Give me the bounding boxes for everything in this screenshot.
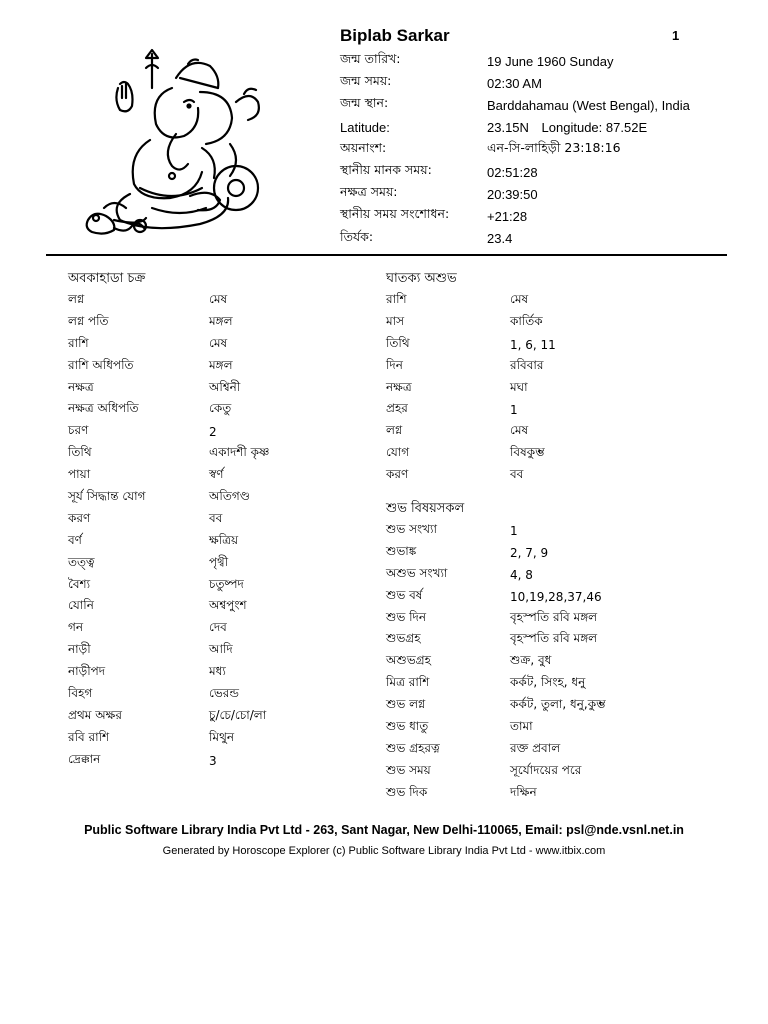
row-value: মেষ — [209, 291, 228, 306]
birth-label: জন্ম তারিখ: — [340, 51, 401, 67]
table-row — [386, 421, 716, 443]
shubha-rows — [386, 520, 716, 805]
table-row — [68, 378, 358, 400]
table-row — [68, 399, 358, 421]
table-row — [68, 596, 358, 618]
table-row — [68, 684, 358, 706]
row-value: বব — [510, 467, 524, 482]
row-value: স্বর্ণ — [209, 467, 224, 482]
birth-value: 02:51:28 — [487, 164, 538, 180]
table-row — [386, 651, 716, 673]
row-value: অতিগণ্ড — [209, 488, 250, 503]
row-label: করণ — [68, 510, 91, 525]
latitude-value: 23.15N — [487, 120, 529, 136]
row-label: শুভাঙ্ক — [386, 543, 417, 558]
table-row — [386, 608, 716, 630]
row-label: রাশি — [386, 291, 407, 306]
row-value: কার্তিক — [510, 313, 543, 328]
table-row — [68, 531, 358, 553]
table-row — [386, 695, 716, 717]
table-row — [68, 575, 358, 597]
table-row — [386, 564, 716, 586]
table-row — [386, 356, 716, 378]
table-row — [386, 783, 716, 805]
native-name: Biplab Sarkar — [340, 26, 450, 45]
row-value: বৃহস্পতি রবি মঙ্গল — [510, 609, 598, 624]
birth-label: তির্যক: — [340, 228, 374, 244]
birth-value: Barddahamau (West Bengal), India — [487, 97, 690, 113]
row-value: বব — [209, 510, 223, 525]
row-label: দ্রেক্কান — [68, 751, 101, 766]
row-value: কর্কট, তুলা, ধনু,কুম্ভ — [510, 697, 606, 712]
row-value: 1 — [510, 523, 518, 538]
longitude-label: Longitude: — [541, 120, 603, 136]
birth-details — [340, 50, 740, 250]
table-row — [68, 465, 358, 487]
birth-value: 19 June 1960 Sunday — [487, 53, 614, 69]
table-row — [386, 334, 716, 356]
row-label: অশুভ সংখ্যা — [386, 565, 448, 580]
birth-value: 23.4 — [487, 231, 513, 247]
birth-label: নক্ষত্র সময়: — [340, 184, 398, 200]
birth-row-time — [340, 72, 740, 94]
row-label: নক্ষত্র — [68, 379, 94, 394]
row-label: নাড়ীপদ — [68, 664, 106, 679]
table-row — [386, 717, 716, 739]
row-value: মিথুন — [209, 729, 235, 744]
birth-label: স্থানীয় সময় সংশোধন: — [340, 206, 450, 222]
row-label: বর্ণ — [68, 532, 82, 547]
row-label: গন — [68, 620, 84, 635]
table-row — [68, 662, 358, 684]
avakahada-section — [68, 268, 358, 772]
row-value: 4, 8 — [510, 567, 533, 582]
section-title: ঘাতক্য অশুভ — [386, 270, 457, 286]
row-value: কেতু — [209, 401, 232, 416]
row-value: 2, 7, 9 — [510, 545, 549, 560]
row-value: মঙ্গল — [209, 357, 233, 372]
row-label: অশুভগ্রহ — [386, 653, 431, 668]
birth-row-local-time — [340, 161, 740, 183]
birth-row-latitude — [340, 117, 740, 139]
row-value: বিষকুম্ভ — [510, 445, 545, 460]
longitude-value: 87.52E — [605, 120, 648, 136]
footer-credit: Generated by Horoscope Explorer (c) Public Software Library India Pvt Ltd - www.itbix.com — [162, 845, 606, 857]
page-number: 1 — [672, 28, 680, 43]
row-label: দিন — [386, 357, 403, 372]
row-label: তিথি — [68, 445, 92, 460]
table-row — [68, 421, 358, 443]
table-row — [386, 290, 716, 312]
table-row — [68, 290, 358, 312]
table-row — [386, 465, 716, 487]
table-row — [68, 750, 358, 772]
table-row — [386, 443, 716, 465]
row-value: অশ্বপুংশ — [209, 598, 247, 613]
birth-row-sidereal-time — [340, 183, 740, 205]
section-title: শুভ বিষয়সকল — [386, 500, 465, 516]
birth-row-obliquity — [340, 228, 740, 250]
table-row — [386, 629, 716, 651]
row-value: মঙ্গল — [209, 313, 233, 328]
row-label: যোনি — [68, 598, 94, 613]
table-row — [68, 728, 358, 750]
row-label: শুভ বর্ষ — [386, 587, 423, 602]
row-label: নক্ষত্র অধিপতি — [68, 401, 139, 416]
row-value: ভেরন্ড — [209, 685, 239, 700]
row-label: প্রহর — [386, 401, 408, 416]
row-label: নক্ষত্র — [386, 379, 412, 394]
row-label: বিহগ — [68, 685, 93, 700]
table-row — [68, 356, 358, 378]
divider — [46, 254, 727, 256]
table-row — [68, 443, 358, 465]
row-label: শুভ দিক — [386, 784, 428, 799]
row-value: ক্ষত্রিয় — [209, 532, 239, 547]
row-value: চতুষ্পদ — [209, 576, 244, 591]
row-value: মেষ — [510, 291, 529, 306]
row-label: রাশি অধিপতি — [68, 357, 134, 372]
birth-label: স্থানীয় মানক সময়: — [340, 162, 432, 178]
birth-row-time-correction — [340, 205, 740, 227]
row-value: অশ্বিনী — [209, 379, 241, 394]
row-label: শুভগ্রহ — [386, 631, 421, 646]
row-label: শুভ গ্রহরত্ন — [386, 740, 440, 755]
birth-row-place — [340, 94, 740, 116]
row-value: তামা — [510, 718, 533, 733]
row-value: পৃথ্বী — [209, 554, 229, 569]
table-row — [386, 586, 716, 608]
row-label: চরণ — [68, 423, 89, 438]
row-label: শুভ দিন — [386, 609, 426, 624]
row-value: রবিবার — [510, 357, 544, 372]
table-row — [68, 487, 358, 509]
table-row — [68, 334, 358, 356]
table-row — [68, 640, 358, 662]
birth-label: অয়নাংশ: — [340, 139, 387, 155]
table-row — [386, 673, 716, 695]
row-label: বৈশ্য — [68, 576, 91, 591]
birth-value: 02:30 AM — [487, 75, 542, 91]
row-label: যোগ — [386, 445, 410, 460]
birth-row-date — [340, 50, 740, 72]
table-row — [386, 761, 716, 783]
row-value: 3 — [209, 753, 217, 768]
row-value: 2 — [209, 425, 217, 440]
row-label: শুভ সংখ্যা — [386, 521, 438, 536]
birth-row-ayanamsa — [340, 139, 740, 161]
row-label: লগ্ন — [386, 423, 403, 438]
row-label: মাস — [386, 313, 405, 328]
row-label: শুভ লগ্ন — [386, 697, 426, 712]
row-label: লগ্ন — [68, 291, 85, 306]
table-row — [68, 509, 358, 531]
ganesha-icon — [80, 48, 270, 238]
row-label: তিথি — [386, 335, 410, 350]
ghatak-section — [386, 268, 716, 805]
row-value: চু/চে/চো/লা — [209, 707, 267, 722]
birth-value: 20:39:50 — [487, 186, 538, 202]
birth-value: এন-সি-লাহিড়ী 23:18:16 — [487, 139, 621, 155]
table-row — [386, 739, 716, 761]
row-label: রাশি — [68, 335, 89, 350]
ghatak-rows — [386, 290, 716, 487]
table-row — [68, 706, 358, 728]
row-label: তত্ত্ব — [68, 554, 95, 569]
footer-address: Public Software Library India Pvt Ltd - 263, Sant Nagar, New Delhi-110065, Email: psl@nde.vsnl.net.in — [84, 823, 684, 837]
birth-value: +21:28 — [487, 208, 528, 224]
row-value: কর্কট, সিংহ, ধনু — [510, 675, 586, 690]
row-label: করণ — [386, 467, 409, 482]
birth-label: জন্ম স্থান: — [340, 95, 389, 111]
row-value: বৃহস্পতি রবি মঙ্গল — [510, 631, 598, 646]
row-label: সূর্য সিদ্ধান্ত যোগ — [68, 488, 146, 503]
row-value: 1, 6, 11 — [510, 337, 556, 352]
row-value: মঘা — [510, 379, 528, 394]
table-row — [386, 399, 716, 421]
row-label: শুভ সময় — [386, 762, 431, 777]
row-label: রবি রাশি — [68, 729, 110, 744]
row-value: আদি — [209, 642, 233, 657]
row-value: মধ্য — [209, 664, 226, 679]
avakahada-rows — [68, 290, 358, 772]
latitude-label: Latitude: — [340, 120, 390, 136]
row-value: মেষ — [510, 423, 529, 438]
row-value: 1 — [510, 403, 518, 418]
row-value: 10,19,28,37,46 — [510, 589, 602, 604]
section-title: অবকাহাডা চক্র — [68, 270, 146, 286]
row-label: শুভ ধাতু — [386, 718, 429, 733]
row-value: সূর্যোদয়ের পরে — [510, 762, 582, 777]
row-value: একাদশী কৃষ্ণ — [209, 445, 270, 460]
row-label: মিত্র রাশি — [386, 675, 430, 690]
row-value: দেব — [209, 620, 227, 635]
birth-label: জন্ম সময়: — [340, 73, 392, 89]
table-row — [68, 618, 358, 640]
row-value: শুক্র, বুধ — [510, 653, 552, 668]
table-row — [386, 312, 716, 334]
table-row — [386, 378, 716, 400]
table-row — [68, 553, 358, 575]
row-label: প্রথম অক্ষর — [68, 707, 122, 722]
row-label: নাড়ী — [68, 642, 91, 657]
table-row — [386, 542, 716, 564]
row-label: পায়া — [68, 467, 91, 482]
table-row — [386, 520, 716, 542]
row-label: লগ্ন পতি — [68, 313, 109, 328]
row-value: মেষ — [209, 335, 228, 350]
row-value: দক্ষিন — [510, 784, 537, 799]
table-row — [68, 312, 358, 334]
row-value: রক্ত প্রবাল — [510, 740, 561, 755]
